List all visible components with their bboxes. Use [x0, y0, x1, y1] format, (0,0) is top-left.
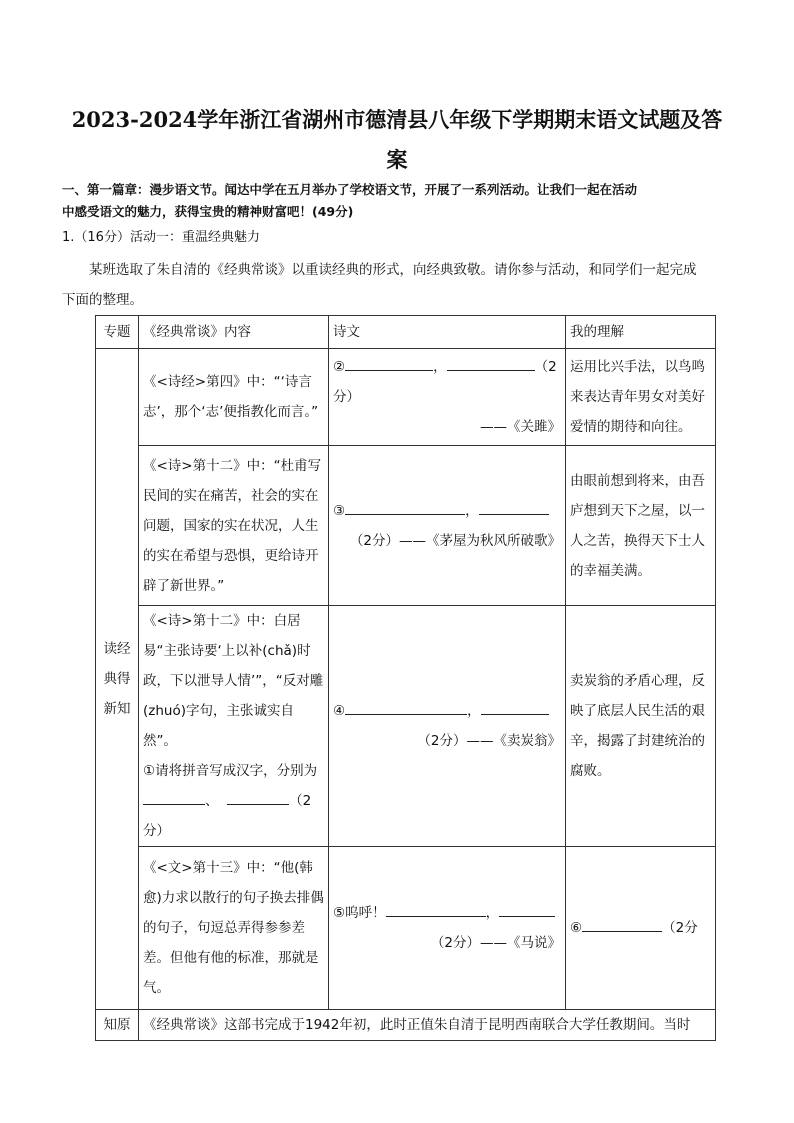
table-row	[96, 847, 716, 1010]
understanding-cell: 运用比兴手法，以鸟鸣来表达青年男女对美好爱情的期待和向往。	[566, 349, 716, 446]
poem-source: （2分）——《茅屋为秋风所破歌》	[349, 532, 561, 549]
section-heading-continued: 中感受语文的魅力，获得宝贵的精神财富吧！(49分)	[62, 204, 354, 219]
table-row	[96, 446, 716, 606]
answer-blank[interactable]	[386, 902, 486, 917]
content-cell: 《<诗>第十二》中：白居易“主张诗要‘上以补(chǎ)时政，下以泄导人情’”，“反对雕(zhuó)字句，主张诚实自然”。 ①请将拼音写成汉字，分别为 、 （2 分）	[139, 606, 329, 847]
intro-text-cell: 《经典常谈》这部书完成于1942年初，此时正值朱自清于昆明西南联合大学任教期间。当时	[139, 1010, 716, 1041]
answer-blank[interactable]	[345, 500, 465, 515]
content-cell: 《<文>第十三》中：“他(韩愈)力求以散行的句子换去排偶的句子，句逗总弄得参参差差。但他有他的标准，那就是气。	[139, 847, 329, 1010]
table-row	[96, 349, 716, 446]
content-cell: 《<诗>第十二》中：“杜甫写民间的实在痛苦，社会的实在问题，国家的实在状况，人生的实在希望与恐惧，更给诗开辟了新世界。”	[139, 446, 329, 606]
page-title: 2023-2024学年浙江省湖州市德清县八年级下学期期末语文试题及答	[71, 107, 723, 132]
intro-text: 某班选取了朱自清的《经典常谈》以重读经典的形式，向经典致敬。请你参与活动，和同学们一起完成	[89, 262, 697, 278]
poem-source: ——《关雎》	[480, 419, 561, 435]
content-cell: 《<诗经>第四》中：“‘诗言志’，那个‘志’便指教化而言。”	[139, 349, 329, 446]
study-table	[95, 315, 716, 1041]
page-title-continued: 案	[386, 147, 408, 172]
table-header-row	[96, 316, 716, 349]
understanding-cell: 由眼前想到将来，由吾庐想到天下之屋，以一人之苦，换得天下士人的幸福美满。	[566, 446, 716, 606]
table-row	[96, 1010, 716, 1041]
answer-blank[interactable]	[227, 790, 289, 805]
table-row	[96, 606, 716, 847]
header-topic: 专题	[96, 316, 139, 349]
intro-text-continued: 下面的整理。	[62, 292, 143, 308]
answer-blank[interactable]	[479, 500, 549, 515]
header-understanding: 我的理解	[566, 316, 716, 349]
poem-source: （2分）——《马说》	[430, 935, 561, 951]
answer-blank[interactable]	[447, 356, 535, 371]
question-heading: 1.（16分）活动一：重温经典魅力	[62, 230, 260, 245]
topic-cell: 知原	[96, 1010, 139, 1041]
understanding-cell: ⑥ （2分	[566, 847, 716, 1010]
answer-blank[interactable]	[345, 356, 433, 371]
section-heading: 一、第一篇章：漫步语文节。闻达中学在五月举办了学校语文节，开展了一系列活动。让我们一起在活动	[62, 182, 638, 197]
answer-blank[interactable]	[481, 700, 549, 715]
answer-blank[interactable]	[582, 917, 662, 932]
poem-source: （2分）——《卖炭翁》	[417, 733, 561, 749]
answer-blank[interactable]	[499, 902, 555, 917]
answer-blank[interactable]	[345, 700, 467, 715]
header-content: 《经典常谈》内容	[139, 316, 329, 349]
poem-cell: ⑤呜呼！ ， （2分）——《马说》	[329, 847, 566, 1010]
poem-cell: ③ ， （2分）——《茅屋为秋风所破歌》	[329, 446, 566, 606]
poem-cell: ② ， （2 分） ——《关雎》	[329, 349, 566, 446]
understanding-cell: 卖炭翁的矛盾心理，反映了底层人民生活的艰辛，揭露了封建统治的腐败。	[566, 606, 716, 847]
topic-cell: 读经典得新知	[96, 349, 139, 1010]
header-poem: 诗文	[329, 316, 566, 349]
poem-cell: ④ ， （2分）——《卖炭翁》	[329, 606, 566, 847]
answer-blank[interactable]	[143, 790, 205, 805]
